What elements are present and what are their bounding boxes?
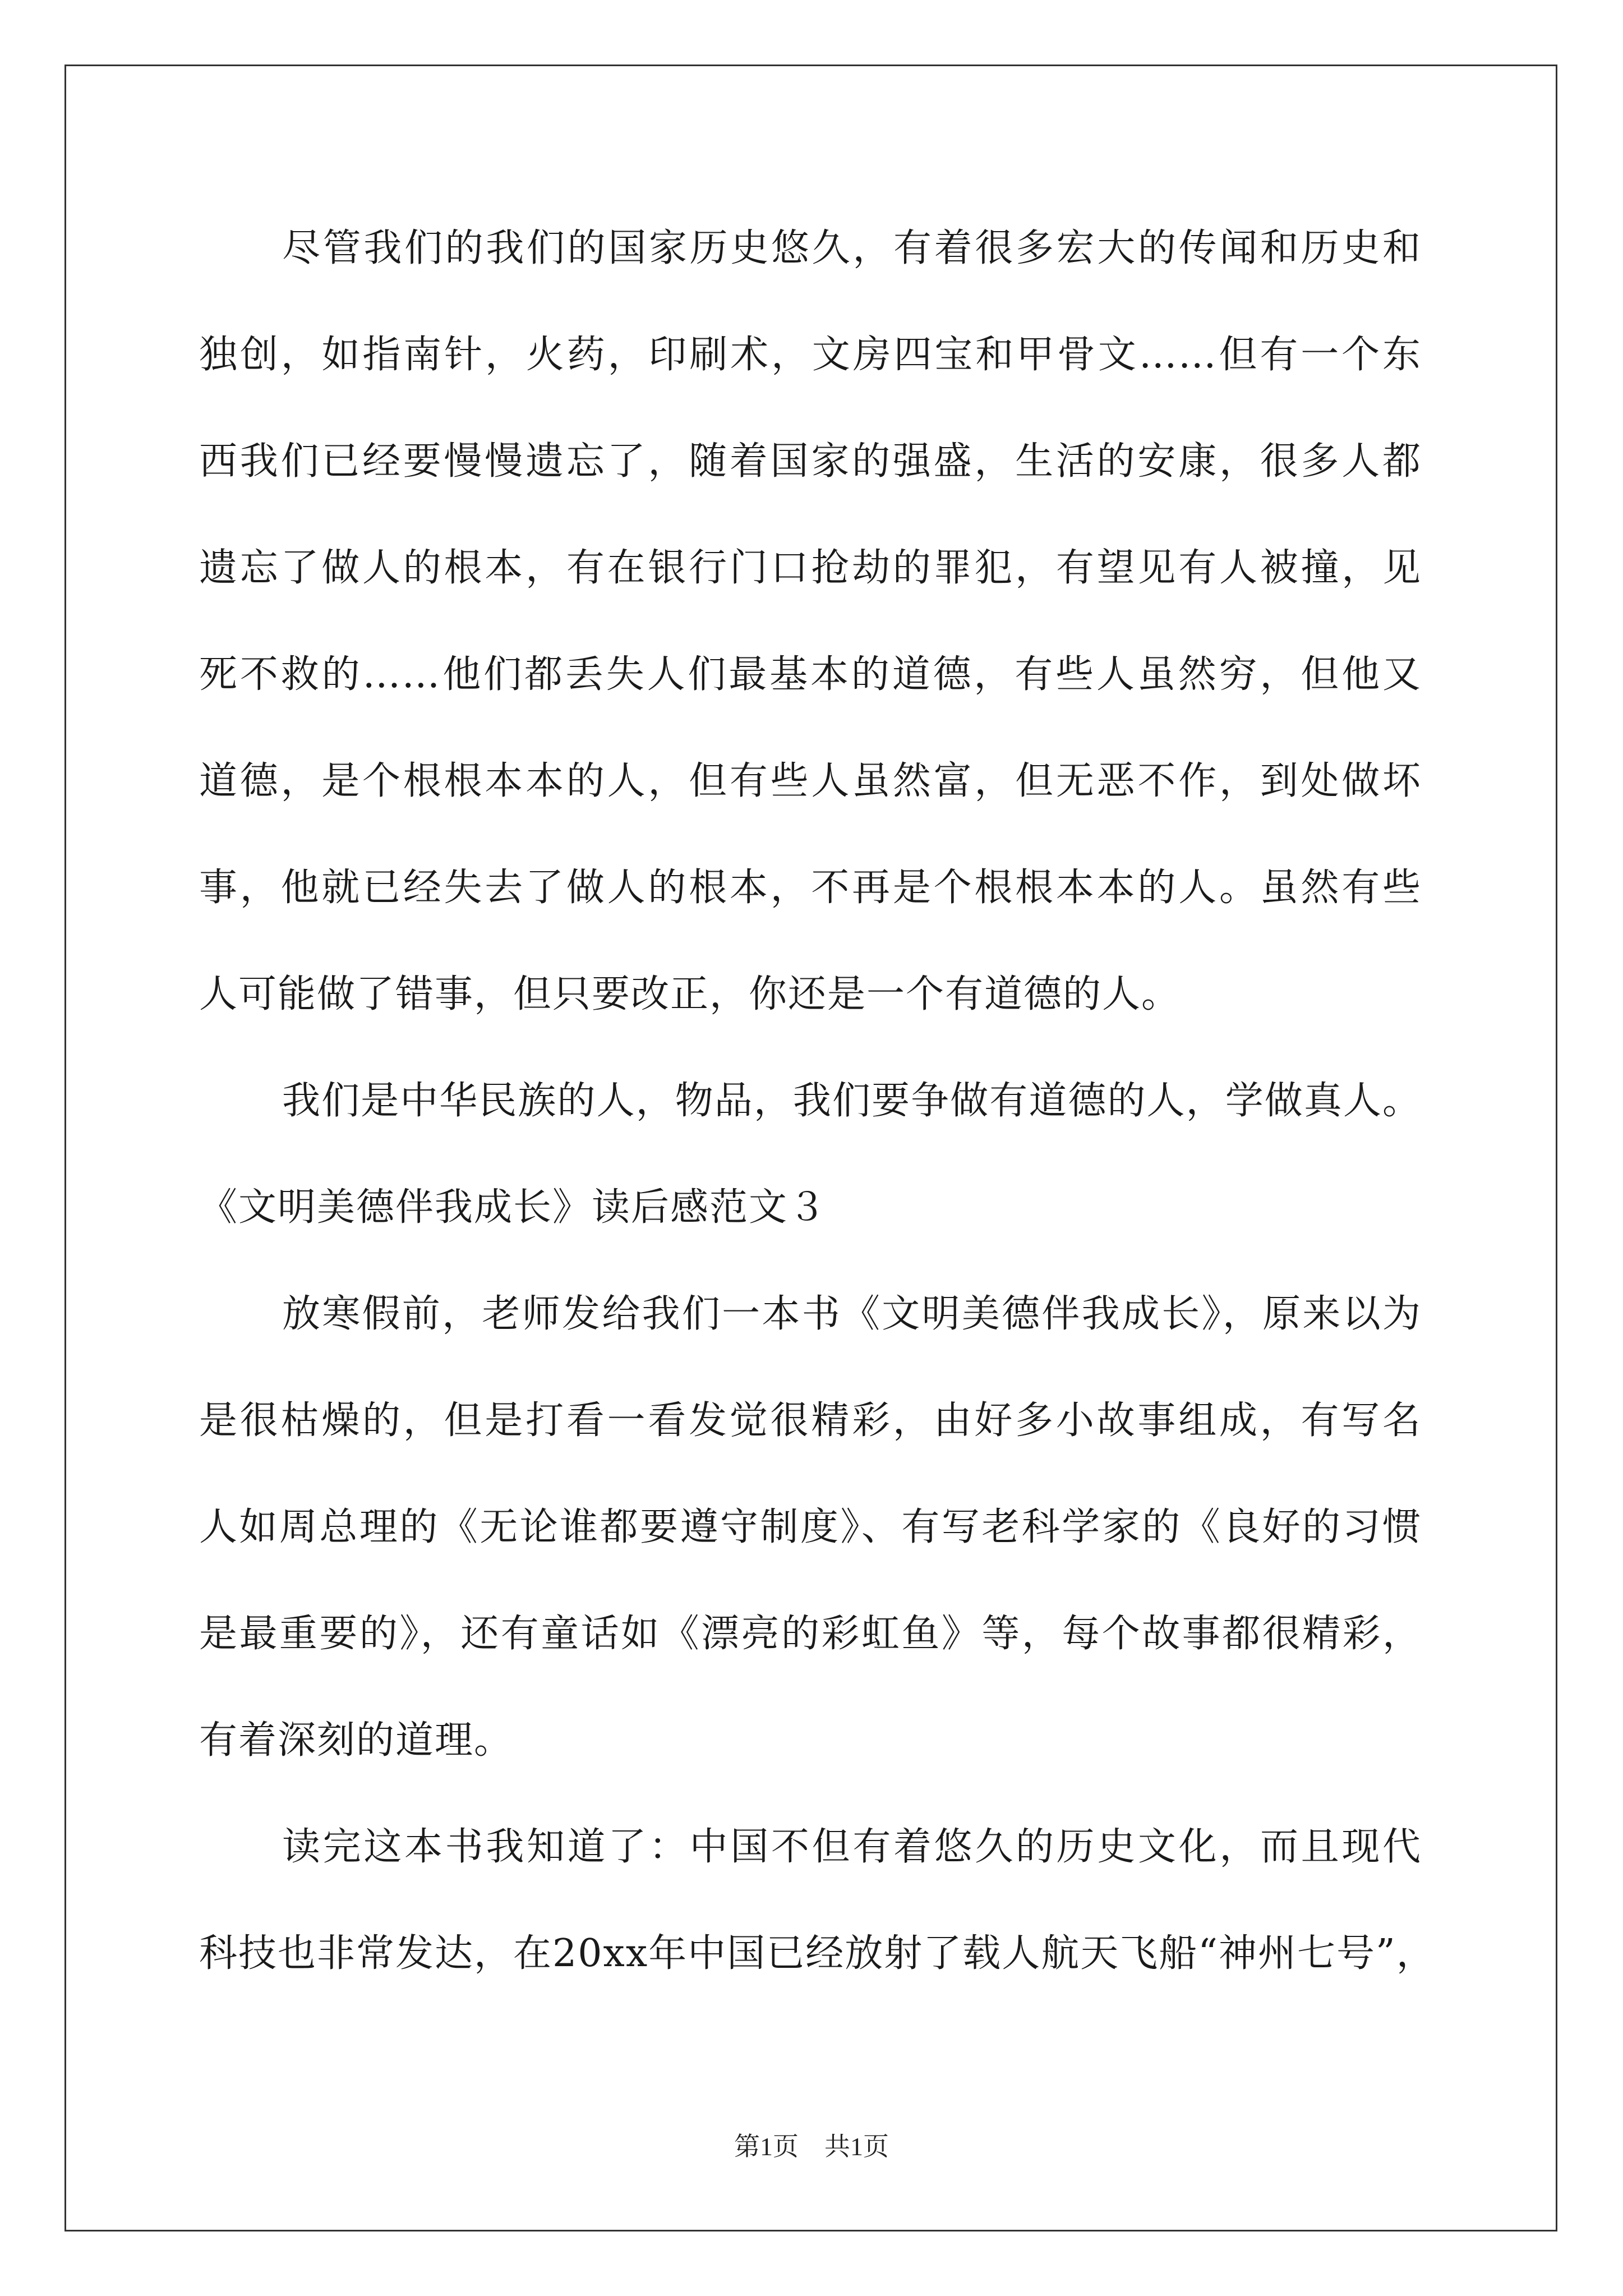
text-line: 人如周总理的《无论谁都要遵守制度》、有写老科学家的《良好的习惯	[199, 1505, 1422, 1549]
text-line: 是最重要的》，还有童话如《漂亮的彩虹鱼》等，每个故事都很精彩，	[199, 1612, 1422, 1656]
text-line: 死不救的……他们都丢失人们最基本的道德，有些人虽然穷，但他又	[199, 652, 1422, 697]
text-line: 西我们已经要慢慢遗忘了，随着国家的强盛，生活的安康，很多人都	[199, 439, 1422, 484]
text-line: 独创，如指南针，火药，印刷术，文房四宝和甲骨文……但有一个东	[199, 333, 1422, 377]
text-line: 有着深刻的道理。	[199, 1718, 514, 1763]
text-line: 读完这本书我知道了：中国不但有着悠久的历史文化，而且现代	[282, 1825, 1422, 1869]
text-line: 遗忘了做人的根本，有在银行门口抢劫的罪犯，有望见有人被撞，见	[199, 546, 1422, 590]
text-line: 放寒假前，老师发给我们一本书《文明美德伴我成长》，原来以为	[282, 1292, 1422, 1336]
text-line: 事，他就已经失去了做人的根本，不再是个根根本本的人。虽然有些	[199, 866, 1422, 910]
document-body	[199, 212, 1436, 2024]
text-line: 科技也非常发达，在20xx年中国已经放射了载人航天飞船“神州七号”，	[199, 1931, 1436, 1976]
text-line: 是很枯燥的，但是打看一看发觉很精彩，由好多小故事组成，有写名	[199, 1398, 1422, 1443]
text-line: 《文明美德伴我成长》读后感范文３	[199, 1185, 828, 1230]
text-line: 尽管我们的我们的国家历史悠久，有着很多宏大的传闻和历史和	[282, 226, 1422, 270]
text-line: 人可能做了错事，但只要改正，你还是一个有道德的人。	[199, 972, 1181, 1016]
page-number-footer: 第1页 共1页	[734, 2132, 889, 2161]
text-line: 我们是中华民族的人，物品，我们要争做有道德的人，学做真人。	[282, 1079, 1422, 1123]
text-line: 道德，是个根根本本的人，但有些人虽然富，但无恶不作，到处做坏	[199, 759, 1422, 803]
